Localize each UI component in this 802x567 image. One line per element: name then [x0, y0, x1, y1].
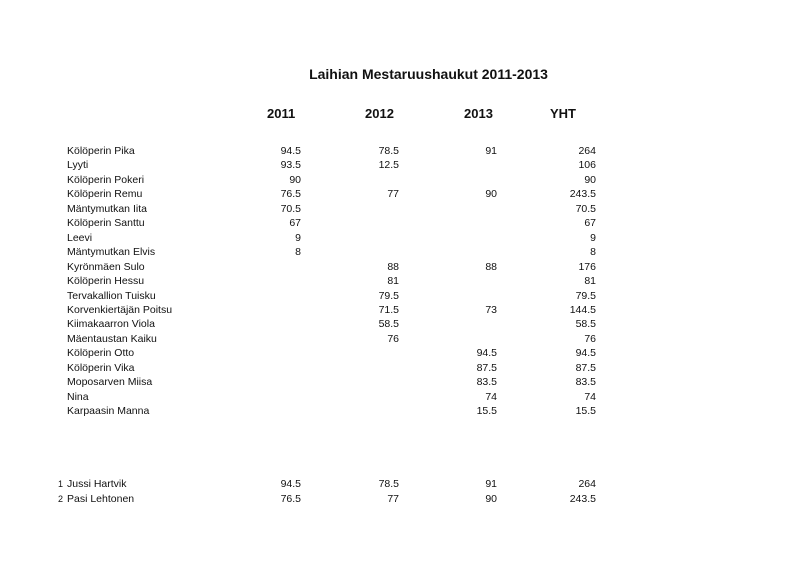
score-2011: 9 — [295, 231, 301, 244]
table-row — [0, 173, 802, 187]
table-row — [0, 187, 802, 201]
dog-name: Leevi — [67, 231, 93, 244]
score-2013: 74 — [485, 390, 497, 403]
header-2012: 2012 — [365, 106, 394, 121]
score-2013: 87.5 — [476, 361, 497, 374]
handler-name: Jussi Hartvik — [67, 478, 127, 490]
score-2011: 67 — [289, 217, 301, 230]
handler-rank: 2 — [57, 493, 63, 504]
score-total: 243.5 — [569, 492, 596, 505]
score-2012: 71.5 — [378, 303, 399, 316]
table-row — [0, 216, 802, 230]
score-2011: 76.5 — [280, 188, 301, 201]
header-total: YHT — [550, 106, 576, 121]
score-2013: 91 — [485, 145, 497, 157]
table-row — [0, 477, 802, 491]
score-2011: 90 — [289, 173, 301, 186]
score-total: 8 — [590, 246, 596, 259]
table-row — [0, 332, 802, 346]
score-2011: 94.5 — [280, 478, 301, 490]
score-2013: 88 — [485, 260, 497, 273]
score-2011: 8 — [295, 246, 301, 259]
dog-name: Kölöperin Otto — [67, 347, 135, 360]
header-2011: 2011 — [267, 106, 296, 121]
score-2012: 79.5 — [378, 289, 399, 302]
score-total: 87.5 — [575, 361, 596, 374]
score-total: 243.5 — [569, 188, 596, 201]
score-total: 67 — [584, 217, 596, 230]
score-total: 90 — [584, 173, 596, 186]
table-row — [0, 202, 802, 216]
score-2013: 83.5 — [476, 376, 497, 389]
score-total: 176 — [578, 260, 596, 273]
table-row — [0, 390, 802, 404]
score-2013: 73 — [485, 303, 497, 316]
dog-name: Tervakallion Tuisku — [67, 289, 156, 302]
score-total: 15.5 — [575, 405, 596, 418]
score-2012: 77 — [387, 188, 399, 201]
table-row — [0, 404, 802, 418]
dog-name: Kölöperin Santtu — [67, 217, 145, 230]
page-title: Laihian Mestaruushaukut 2011-2013 — [309, 66, 548, 82]
score-total: 58.5 — [575, 318, 596, 331]
score-total: 79.5 — [575, 289, 596, 302]
score-total: 144.5 — [569, 303, 596, 316]
score-2012: 76 — [387, 332, 399, 345]
score-2012: 77 — [387, 492, 399, 505]
handler-name: Pasi Lehtonen — [67, 492, 135, 505]
score-2011: 76.5 — [280, 492, 301, 505]
dog-name: Kölöperin Pokeri — [67, 173, 145, 186]
dog-name: Kölöperin Pika — [67, 145, 135, 157]
score-total: 94.5 — [575, 347, 596, 360]
score-2011: 94.5 — [280, 145, 301, 157]
score-2012: 78.5 — [378, 145, 399, 157]
score-2012: 88 — [387, 260, 399, 273]
header-2013: 2013 — [464, 106, 493, 121]
score-total: 76 — [584, 332, 596, 345]
table-row — [0, 375, 802, 389]
dog-name: Mäentaustan Kaiku — [67, 332, 157, 345]
table-row — [0, 231, 802, 245]
score-total: 106 — [578, 159, 596, 172]
score-2012: 81 — [387, 275, 399, 288]
score-2013: 94.5 — [476, 347, 497, 360]
dog-name: Mäntymutkan Elvis — [67, 246, 156, 259]
table-row — [0, 274, 802, 288]
dog-name: Lyyti — [67, 159, 89, 172]
handler-rank: 1 — [57, 479, 63, 489]
score-2013: 90 — [485, 492, 497, 505]
score-2012: 58.5 — [378, 318, 399, 331]
dog-name: Kölöperin Hessu — [67, 275, 145, 288]
table-row — [0, 361, 802, 375]
dog-name: Kiimakaarron Viola — [67, 318, 155, 331]
score-2013: 91 — [485, 478, 497, 490]
table-row — [0, 289, 802, 303]
score-2013: 90 — [485, 188, 497, 201]
score-total: 264 — [578, 478, 596, 490]
score-total: 264 — [578, 145, 596, 157]
dog-name: Korvenkiertäjän Poitsu — [67, 303, 173, 316]
score-2012: 78.5 — [378, 478, 399, 490]
score-total: 81 — [584, 275, 596, 288]
score-2012: 12.5 — [378, 159, 399, 172]
dog-name: Kölöperin Remu — [67, 188, 143, 201]
score-total: 70.5 — [575, 202, 596, 215]
score-2011: 70.5 — [280, 202, 301, 215]
dog-name: Kölöperin Vika — [67, 361, 135, 374]
table-row — [0, 492, 802, 506]
score-2013: 15.5 — [476, 405, 497, 418]
table-row — [0, 245, 802, 259]
table-row — [0, 260, 802, 274]
score-total: 9 — [590, 231, 596, 244]
dog-name: Moposarven Miisa — [67, 376, 153, 389]
table-row — [0, 346, 802, 360]
score-total: 83.5 — [575, 376, 596, 389]
table-row — [0, 158, 802, 172]
score-total: 74 — [584, 390, 596, 403]
dog-name: Kyrönmäen Sulo — [67, 260, 145, 273]
dog-name: Mäntymutkan Iita — [67, 202, 147, 215]
score-2011: 93.5 — [280, 159, 301, 172]
table-row — [0, 144, 802, 158]
table-row — [0, 317, 802, 331]
dog-name: Nina — [67, 390, 89, 403]
dog-name: Karpaasin Manna — [67, 405, 150, 418]
table-row — [0, 303, 802, 317]
